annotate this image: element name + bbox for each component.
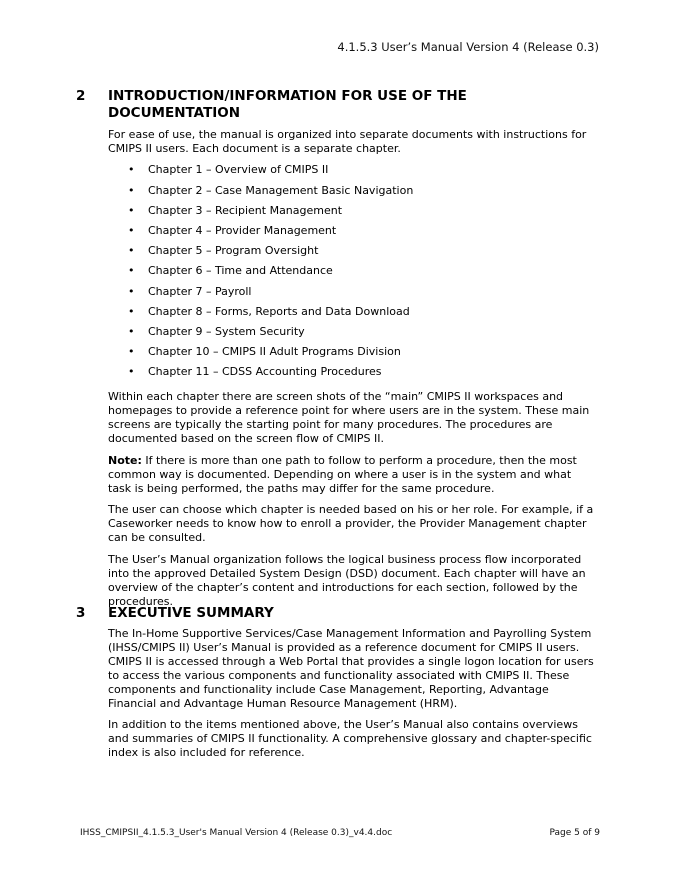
chapter-label: Chapter 8 – Forms, Reports and Data Download (148, 304, 410, 318)
chapter-label: Chapter 6 – Time and Attendance (148, 264, 333, 278)
section-number: 3 (76, 605, 86, 621)
section-title: INTRODUCTION/INFORMATION FOR USE OF THE DOCUMENTATION (108, 88, 467, 121)
section-body (108, 627, 596, 760)
bullet-icon: • (128, 183, 135, 197)
list-item (108, 285, 596, 305)
chapter-label: Chapter 4 – Provider Management (148, 223, 337, 237)
section-number: 2 (76, 88, 86, 104)
list-item (108, 305, 596, 325)
footer-page-number: Page 5 of 9 (549, 828, 600, 838)
chapter-label: Chapter 5 – Program Oversight (148, 244, 319, 258)
list-item (108, 184, 596, 204)
list-item (108, 244, 596, 264)
section-executive-summary (76, 605, 596, 768)
section-heading (76, 88, 596, 122)
list-item (108, 204, 596, 224)
section-body (108, 128, 596, 609)
bullet-icon: • (128, 345, 135, 359)
section-title: EXECUTIVE SUMMARY (108, 605, 274, 621)
bullet-icon: • (128, 264, 135, 278)
note-label: Note: (108, 453, 142, 467)
list-item (108, 224, 596, 244)
bullet-icon: • (128, 284, 135, 298)
bullet-icon: • (128, 223, 135, 237)
chapter-label: Chapter 9 – System Security (148, 324, 305, 338)
bullet-icon: • (128, 304, 135, 318)
paragraph-summary: The In-Home Supportive Services/Case Management Information and Payrolling System (IHSS/CMIPS II) User’s Manual is provided as a reference document for CMIPS II users. CMIPS II is accessed through a Web Portal that provides a single logon location for users to access the various components and functionality associated with CMIPS II. These components and functionality include Case Management, Reporting, Advantage Financial and Advantage Human Resource Management (HRM). (108, 627, 594, 710)
paragraph-screenshots: Within each chapter there are screen shots of the “main” CMIPS II workspaces and homepages to provide a reference point for where users are in the system. These main screens are typically the starting point for many procedures. The procedures are documented based on the screen flow of CMIPS II. (108, 390, 590, 446)
paragraph-additional: In addition to the items mentioned above, the User’s Manual also contains overviews and summaries of CMIPS II functionality. A comprehensive glossary and chapter-specific index is also included for reference. (108, 718, 592, 760)
footer-filename: IHSS_CMIPSII_4.1.5.3_User's Manual Version 4 (Release 0.3)_v4.4.doc (80, 828, 393, 838)
bullet-icon: • (128, 203, 135, 217)
intro-paragraph: For ease of use, the manual is organized into separate documents with instructions for CMIPS II users. Each document is a separate chapter. (108, 128, 587, 155)
bullet-icon: • (128, 244, 135, 258)
paragraph-role: The user can choose which chapter is needed based on his or her role. For example, if a Caseworker needs to know how to enroll a provider, the Provider Management chapter can be consulted. (108, 503, 594, 545)
list-item (108, 264, 596, 284)
section-heading (76, 605, 596, 622)
list-item (108, 163, 596, 183)
running-header: 4.1.5.3 User’s Manual Version 4 (Release 0.3) (337, 40, 599, 54)
chapter-label: Chapter 10 – CMIPS II Adult Programs Division (148, 345, 401, 359)
bullet-icon: • (128, 365, 135, 379)
note-text: If there is more than one path to follow to perform a procedure, then the most common way is documented. Depending on where a user is in the system and what task is being performed, the paths may differ for the same procedure. (108, 453, 577, 495)
section-introduction (76, 88, 596, 616)
bullet-icon: • (128, 324, 135, 338)
chapter-label: Chapter 1 – Overview of CMIPS II (148, 163, 329, 177)
chapter-list (108, 163, 596, 385)
bullet-icon: • (128, 163, 135, 177)
chapter-label: Chapter 7 – Payroll (148, 284, 252, 298)
list-item (108, 345, 596, 365)
list-item (108, 325, 596, 345)
chapter-label: Chapter 11 – CDSS Accounting Procedures (148, 365, 382, 379)
chapter-label: Chapter 3 – Recipient Management (148, 203, 343, 217)
list-item (108, 365, 596, 385)
chapter-label: Chapter 2 – Case Management Basic Navigation (148, 183, 414, 197)
note-paragraph (108, 454, 596, 496)
paragraph-organization: The User’s Manual organization follows the logical business process flow incorporated into the approved Detailed System Design (DSD) document. Each chapter will have an overview of the chapter’s content and introductions for each section, followed by the procedures. (108, 552, 586, 608)
